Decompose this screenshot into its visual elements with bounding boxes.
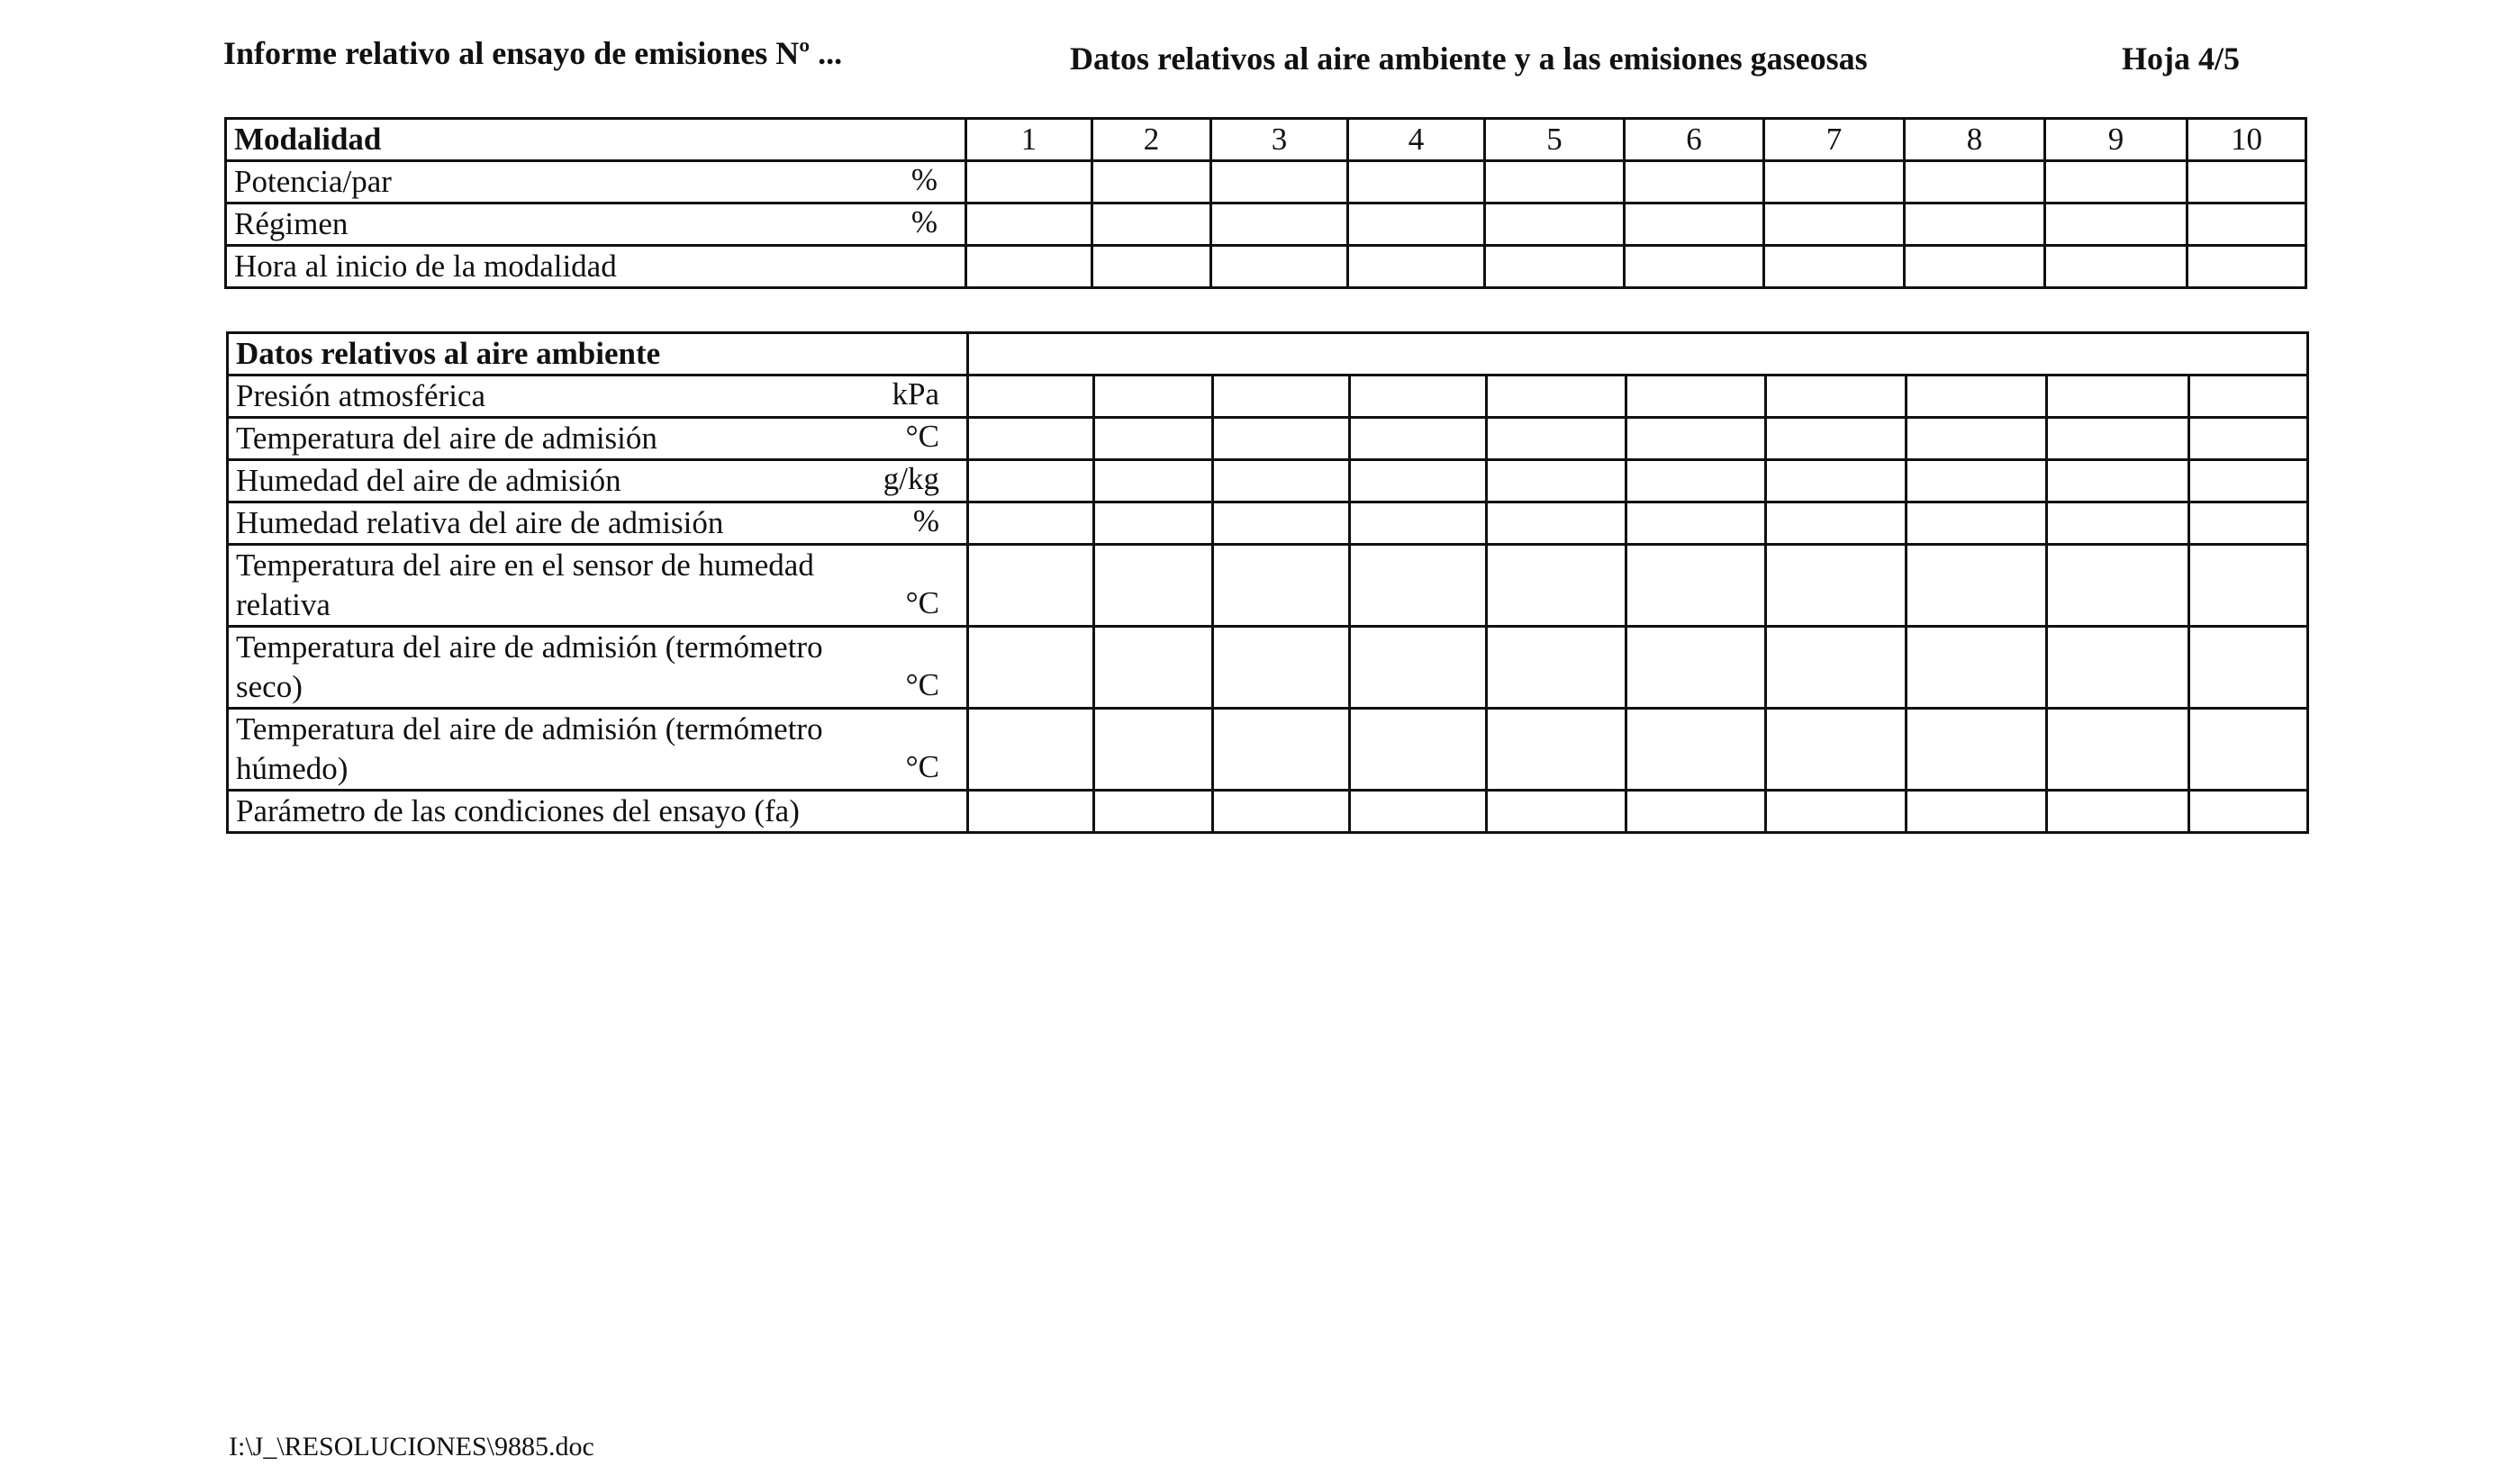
row-label: Régimen bbox=[234, 206, 349, 241]
data-cell[interactable] bbox=[1094, 545, 1213, 627]
ambiente-title: Datos relativos al aire ambiente bbox=[236, 336, 661, 371]
data-cell[interactable] bbox=[1094, 502, 1213, 545]
data-cell[interactable] bbox=[1350, 627, 1487, 709]
data-cell[interactable] bbox=[1485, 204, 1625, 246]
row-label-cell bbox=[228, 791, 968, 833]
data-cell[interactable] bbox=[2189, 791, 2308, 833]
modalidad-table bbox=[224, 117, 2307, 289]
row-label: Humedad relativa del aire de admisión bbox=[236, 505, 724, 540]
table-row bbox=[226, 246, 2306, 288]
data-cell[interactable] bbox=[1766, 460, 1907, 502]
row-label-cell bbox=[228, 709, 968, 791]
modalidad-title: Modalidad bbox=[234, 122, 382, 157]
data-cell[interactable] bbox=[1626, 627, 1766, 709]
data-cell[interactable] bbox=[2188, 246, 2306, 288]
data-cell[interactable] bbox=[1487, 418, 1626, 460]
data-cell[interactable] bbox=[1350, 545, 1487, 627]
row-label: Hora al inicio de la modalidad bbox=[234, 249, 617, 284]
data-cell[interactable] bbox=[1094, 709, 1213, 791]
data-cell[interactable] bbox=[1907, 376, 2047, 418]
data-cell[interactable] bbox=[1487, 709, 1626, 791]
data-cell[interactable] bbox=[1764, 246, 1905, 288]
data-cell[interactable] bbox=[1092, 246, 1211, 288]
data-cell[interactable] bbox=[1766, 502, 1907, 545]
data-cell[interactable] bbox=[1348, 204, 1485, 246]
row-label: Temperatura del aire de admisión (termómetro seco) bbox=[236, 629, 823, 704]
data-cell[interactable] bbox=[1350, 791, 1487, 833]
data-cell[interactable] bbox=[1907, 627, 2047, 709]
data-cell[interactable] bbox=[1626, 460, 1766, 502]
modalidad-col-6: 6 bbox=[1625, 119, 1764, 161]
table-row bbox=[228, 545, 2308, 627]
data-cell[interactable] bbox=[1092, 204, 1211, 246]
data-cell[interactable] bbox=[2047, 502, 2189, 545]
row-unit: °C bbox=[905, 749, 939, 784]
row-unit: % bbox=[912, 503, 939, 538]
row-unit: % bbox=[910, 204, 938, 240]
table-row bbox=[228, 418, 2308, 460]
modalidad-col-7: 7 bbox=[1764, 119, 1905, 161]
data-cell[interactable] bbox=[1626, 376, 1766, 418]
row-unit: % bbox=[910, 162, 938, 197]
data-cell[interactable] bbox=[1766, 376, 1907, 418]
table-row bbox=[228, 791, 2308, 833]
data-cell[interactable] bbox=[1485, 161, 1625, 204]
data-cell[interactable] bbox=[1211, 246, 1348, 288]
row-label: Presión atmosférica bbox=[236, 378, 485, 413]
modalidad-col-9: 9 bbox=[2045, 119, 2188, 161]
data-cell[interactable] bbox=[1487, 376, 1626, 418]
data-cell[interactable] bbox=[1626, 418, 1766, 460]
table-row bbox=[226, 204, 2306, 246]
modalidad-header-row bbox=[226, 119, 2306, 161]
data-cell[interactable] bbox=[1211, 161, 1348, 204]
file-path-footer: I:\J_\RESOLUCIONES\9885.doc bbox=[229, 1432, 594, 1461]
data-cell[interactable] bbox=[1905, 204, 2045, 246]
data-cell[interactable] bbox=[1487, 627, 1626, 709]
data-cell[interactable] bbox=[1905, 246, 2045, 288]
data-cell[interactable] bbox=[1487, 545, 1626, 627]
modalidad-col-2: 2 bbox=[1092, 119, 1211, 161]
data-cell[interactable] bbox=[1213, 376, 1350, 418]
row-label-cell bbox=[228, 376, 968, 418]
row-unit: °C bbox=[905, 419, 939, 454]
data-cell[interactable] bbox=[1764, 161, 1905, 204]
data-cell[interactable] bbox=[2045, 204, 2188, 246]
data-cell[interactable] bbox=[2045, 246, 2188, 288]
table-row bbox=[226, 161, 2306, 204]
modalidad-title-cell bbox=[226, 119, 966, 161]
data-cell[interactable] bbox=[1626, 791, 1766, 833]
row-label: Potencia/par bbox=[234, 164, 392, 199]
data-cell[interactable] bbox=[1766, 545, 1907, 627]
data-cell[interactable] bbox=[968, 709, 1094, 791]
data-cell[interactable] bbox=[2047, 791, 2189, 833]
data-cell[interactable] bbox=[1350, 460, 1487, 502]
data-cell[interactable] bbox=[1350, 418, 1487, 460]
data-cell[interactable] bbox=[2047, 460, 2189, 502]
data-cell[interactable] bbox=[1213, 418, 1350, 460]
row-label-cell bbox=[228, 627, 968, 709]
data-cell[interactable] bbox=[1350, 502, 1487, 545]
data-cell[interactable] bbox=[1905, 161, 2045, 204]
data-cell[interactable] bbox=[1487, 460, 1626, 502]
ambiente-header-row bbox=[228, 333, 2308, 376]
row-unit: °C bbox=[905, 667, 939, 702]
data-cell[interactable] bbox=[968, 460, 1094, 502]
data-cell[interactable] bbox=[1350, 709, 1487, 791]
data-cell[interactable] bbox=[2047, 709, 2189, 791]
data-cell[interactable] bbox=[1348, 161, 1485, 204]
data-cell[interactable] bbox=[1092, 161, 1211, 204]
row-label: Parámetro de las condiciones del ensayo (fa) bbox=[236, 793, 800, 828]
data-cell[interactable] bbox=[2189, 460, 2308, 502]
modalidad-col-4: 4 bbox=[1348, 119, 1485, 161]
modalidad-col-3: 3 bbox=[1211, 119, 1348, 161]
data-cell[interactable] bbox=[2047, 376, 2189, 418]
data-cell[interactable] bbox=[1094, 376, 1213, 418]
data-cell[interactable] bbox=[1094, 627, 1213, 709]
data-cell[interactable] bbox=[2188, 161, 2306, 204]
data-cell[interactable] bbox=[2045, 161, 2188, 204]
data-cell[interactable] bbox=[1766, 627, 1907, 709]
table-row bbox=[228, 502, 2308, 545]
modalidad-col-8: 8 bbox=[1905, 119, 2045, 161]
sheet-number: Hoja 4/5 bbox=[2122, 41, 2240, 77]
data-cell[interactable] bbox=[1625, 204, 1764, 246]
modalidad-col-1: 1 bbox=[966, 119, 1092, 161]
data-cell[interactable] bbox=[2047, 627, 2189, 709]
data-cell[interactable] bbox=[1094, 460, 1213, 502]
data-cell[interactable] bbox=[1907, 791, 2047, 833]
data-cell[interactable] bbox=[968, 376, 1094, 418]
data-cell[interactable] bbox=[1907, 502, 2047, 545]
row-unit: g/kg bbox=[883, 461, 939, 496]
data-cell[interactable] bbox=[2189, 545, 2308, 627]
ambiente-header-merged-cell bbox=[968, 333, 2308, 376]
row-label-cell bbox=[228, 460, 968, 502]
data-cell[interactable] bbox=[1213, 791, 1350, 833]
data-cell[interactable] bbox=[2047, 418, 2189, 460]
row-label: Temperatura del aire en el sensor de humedad relativa bbox=[236, 547, 814, 622]
data-cell[interactable] bbox=[1213, 709, 1350, 791]
data-cell[interactable] bbox=[968, 545, 1094, 627]
sheet-subject: Datos relativos al aire ambiente y a las emisiones gaseosas bbox=[1070, 41, 1868, 77]
row-unit: °C bbox=[905, 585, 939, 620]
data-cell[interactable] bbox=[1907, 545, 2047, 627]
data-cell[interactable] bbox=[1626, 709, 1766, 791]
data-cell[interactable] bbox=[968, 502, 1094, 545]
ambiente-title-cell bbox=[228, 333, 968, 376]
report-title: Informe relativo al ensayo de emisiones Nº ... bbox=[223, 35, 843, 71]
data-cell[interactable] bbox=[968, 418, 1094, 460]
data-cell[interactable] bbox=[1213, 502, 1350, 545]
data-cell[interactable] bbox=[1213, 627, 1350, 709]
data-cell[interactable] bbox=[1211, 204, 1348, 246]
row-label-cell bbox=[228, 418, 968, 460]
table-row bbox=[228, 376, 2308, 418]
data-cell[interactable] bbox=[2189, 502, 2308, 545]
modalidad-col-5: 5 bbox=[1485, 119, 1625, 161]
data-cell[interactable] bbox=[1625, 161, 1764, 204]
data-cell[interactable] bbox=[2188, 204, 2306, 246]
data-cell[interactable] bbox=[968, 791, 1094, 833]
data-cell[interactable] bbox=[966, 246, 1092, 288]
data-cell[interactable] bbox=[2189, 627, 2308, 709]
data-cell[interactable] bbox=[1094, 418, 1213, 460]
row-label-cell bbox=[226, 246, 966, 288]
data-cell[interactable] bbox=[1350, 376, 1487, 418]
data-cell[interactable] bbox=[1348, 246, 1485, 288]
row-label-cell bbox=[228, 502, 968, 545]
data-cell[interactable] bbox=[1487, 791, 1626, 833]
data-cell[interactable] bbox=[968, 627, 1094, 709]
data-cell[interactable] bbox=[1766, 418, 1907, 460]
data-cell[interactable] bbox=[1907, 460, 2047, 502]
data-cell[interactable] bbox=[1094, 791, 1213, 833]
data-cell[interactable] bbox=[1907, 418, 2047, 460]
modalidad-col-10: 10 bbox=[2188, 119, 2306, 161]
data-cell[interactable] bbox=[1764, 204, 1905, 246]
data-cell[interactable] bbox=[2189, 418, 2308, 460]
data-cell[interactable] bbox=[1626, 502, 1766, 545]
row-label-cell bbox=[228, 545, 968, 627]
data-cell[interactable] bbox=[1766, 709, 1907, 791]
data-cell[interactable] bbox=[1907, 709, 2047, 791]
data-cell[interactable] bbox=[1213, 460, 1350, 502]
data-cell[interactable] bbox=[1626, 545, 1766, 627]
data-cell[interactable] bbox=[2189, 709, 2308, 791]
row-label: Temperatura del aire de admisión (termómetro húmedo) bbox=[236, 711, 823, 786]
data-cell[interactable] bbox=[1625, 246, 1764, 288]
row-unit: kPa bbox=[892, 376, 939, 412]
data-cell[interactable] bbox=[1766, 791, 1907, 833]
data-cell[interactable] bbox=[966, 204, 1092, 246]
table-row bbox=[228, 460, 2308, 502]
data-cell[interactable] bbox=[966, 161, 1092, 204]
row-label-cell bbox=[226, 204, 966, 246]
data-cell[interactable] bbox=[1487, 502, 1626, 545]
ambiente-table bbox=[226, 331, 2309, 834]
data-cell[interactable] bbox=[1213, 545, 1350, 627]
data-cell[interactable] bbox=[2189, 376, 2308, 418]
table-row bbox=[228, 709, 2308, 791]
row-label-cell bbox=[226, 161, 966, 204]
table-row bbox=[228, 627, 2308, 709]
data-cell[interactable] bbox=[1485, 246, 1625, 288]
data-cell[interactable] bbox=[2047, 545, 2189, 627]
row-label: Temperatura del aire de admisión bbox=[236, 421, 657, 456]
row-label: Humedad del aire de admisión bbox=[236, 463, 621, 498]
